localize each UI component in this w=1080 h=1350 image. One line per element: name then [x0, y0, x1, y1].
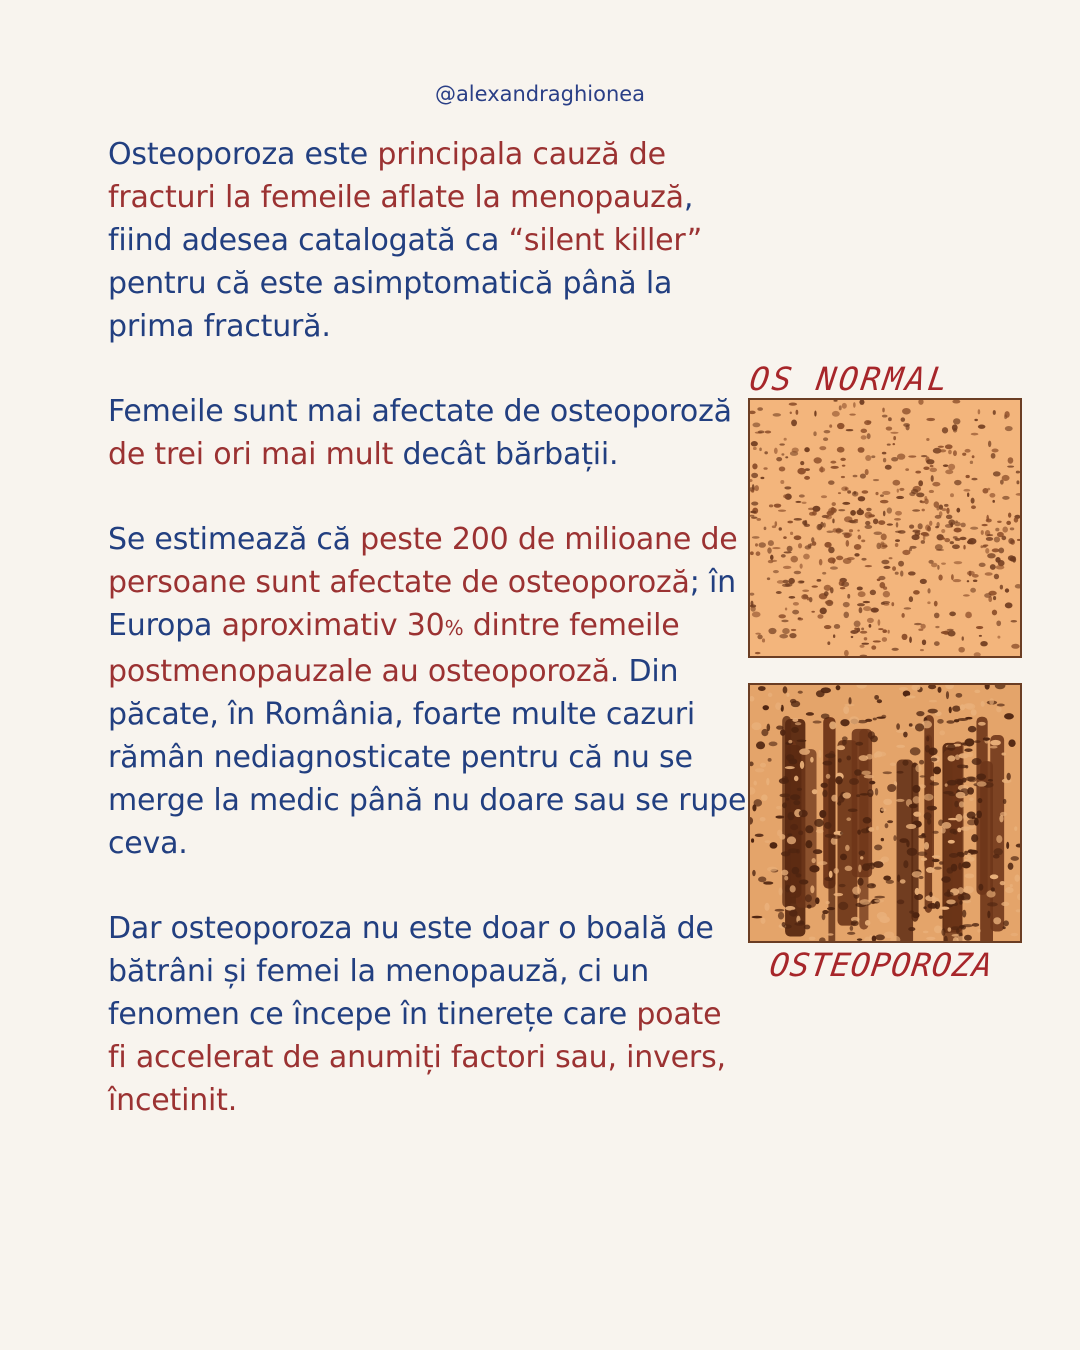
- highlighted-text: dintre femeile postmenopauzale au osteoporoză: [108, 608, 680, 689]
- author-handle: @alexandraghionea: [434, 82, 646, 106]
- highlighted-text: principala cauză de fracturi la femeile aflate la menopauză: [108, 137, 684, 215]
- normal-bone-illustration: [748, 398, 1022, 658]
- osteoporosis-bone-texture: [750, 685, 1020, 941]
- body-text: , fiind adesea catalogată ca: [108, 180, 694, 258]
- normal-bone-label: OS NORMAL: [747, 360, 954, 398]
- normal-bone-texture: [750, 400, 1020, 656]
- body-text: pentru că este asimptomatică până la prima fractură.: [108, 266, 673, 344]
- highlighted-text: %: [444, 616, 464, 640]
- paragraph-4: [108, 907, 748, 1122]
- highlighted-text: poate fi accelerat de anumiți factori sau, invers, încetinit.: [108, 997, 726, 1118]
- article-text: [108, 133, 748, 1164]
- body-text: decât bărbații.: [393, 437, 619, 472]
- highlighted-text: peste 200 de milioane de persoane sunt afectate de osteoporoză: [108, 522, 738, 600]
- osteoporosis-bone-label: OSTEOPOROZA: [767, 946, 996, 984]
- body-text: Femeile sunt mai afectate de osteoporoză: [108, 394, 732, 429]
- body-text: Osteoporoza este: [108, 137, 378, 172]
- body-text: ; în Europa: [108, 565, 736, 643]
- body-text: . Din păcate, în România, foarte multe cazuri rămân nediagnosticate pentru că nu se merge la medic până nu doare sau se rupe ceva.: [108, 654, 747, 861]
- highlighted-text: de trei ori mai mult: [108, 437, 394, 472]
- paragraph-2: [108, 390, 748, 476]
- paragraph-1: [108, 133, 748, 348]
- paragraph-3: [108, 518, 748, 865]
- highlighted-text: “silent killer”: [508, 223, 703, 258]
- body-text: Dar osteoporoza nu este doar o boală de bătrâni și femei la menopauză, ci un fenomen ce începe în tinerețe care: [108, 911, 714, 1032]
- body-text: Se estimează că: [108, 522, 361, 557]
- osteoporosis-bone-illustration: [748, 683, 1022, 943]
- highlighted-text: aproximativ 30: [221, 608, 445, 643]
